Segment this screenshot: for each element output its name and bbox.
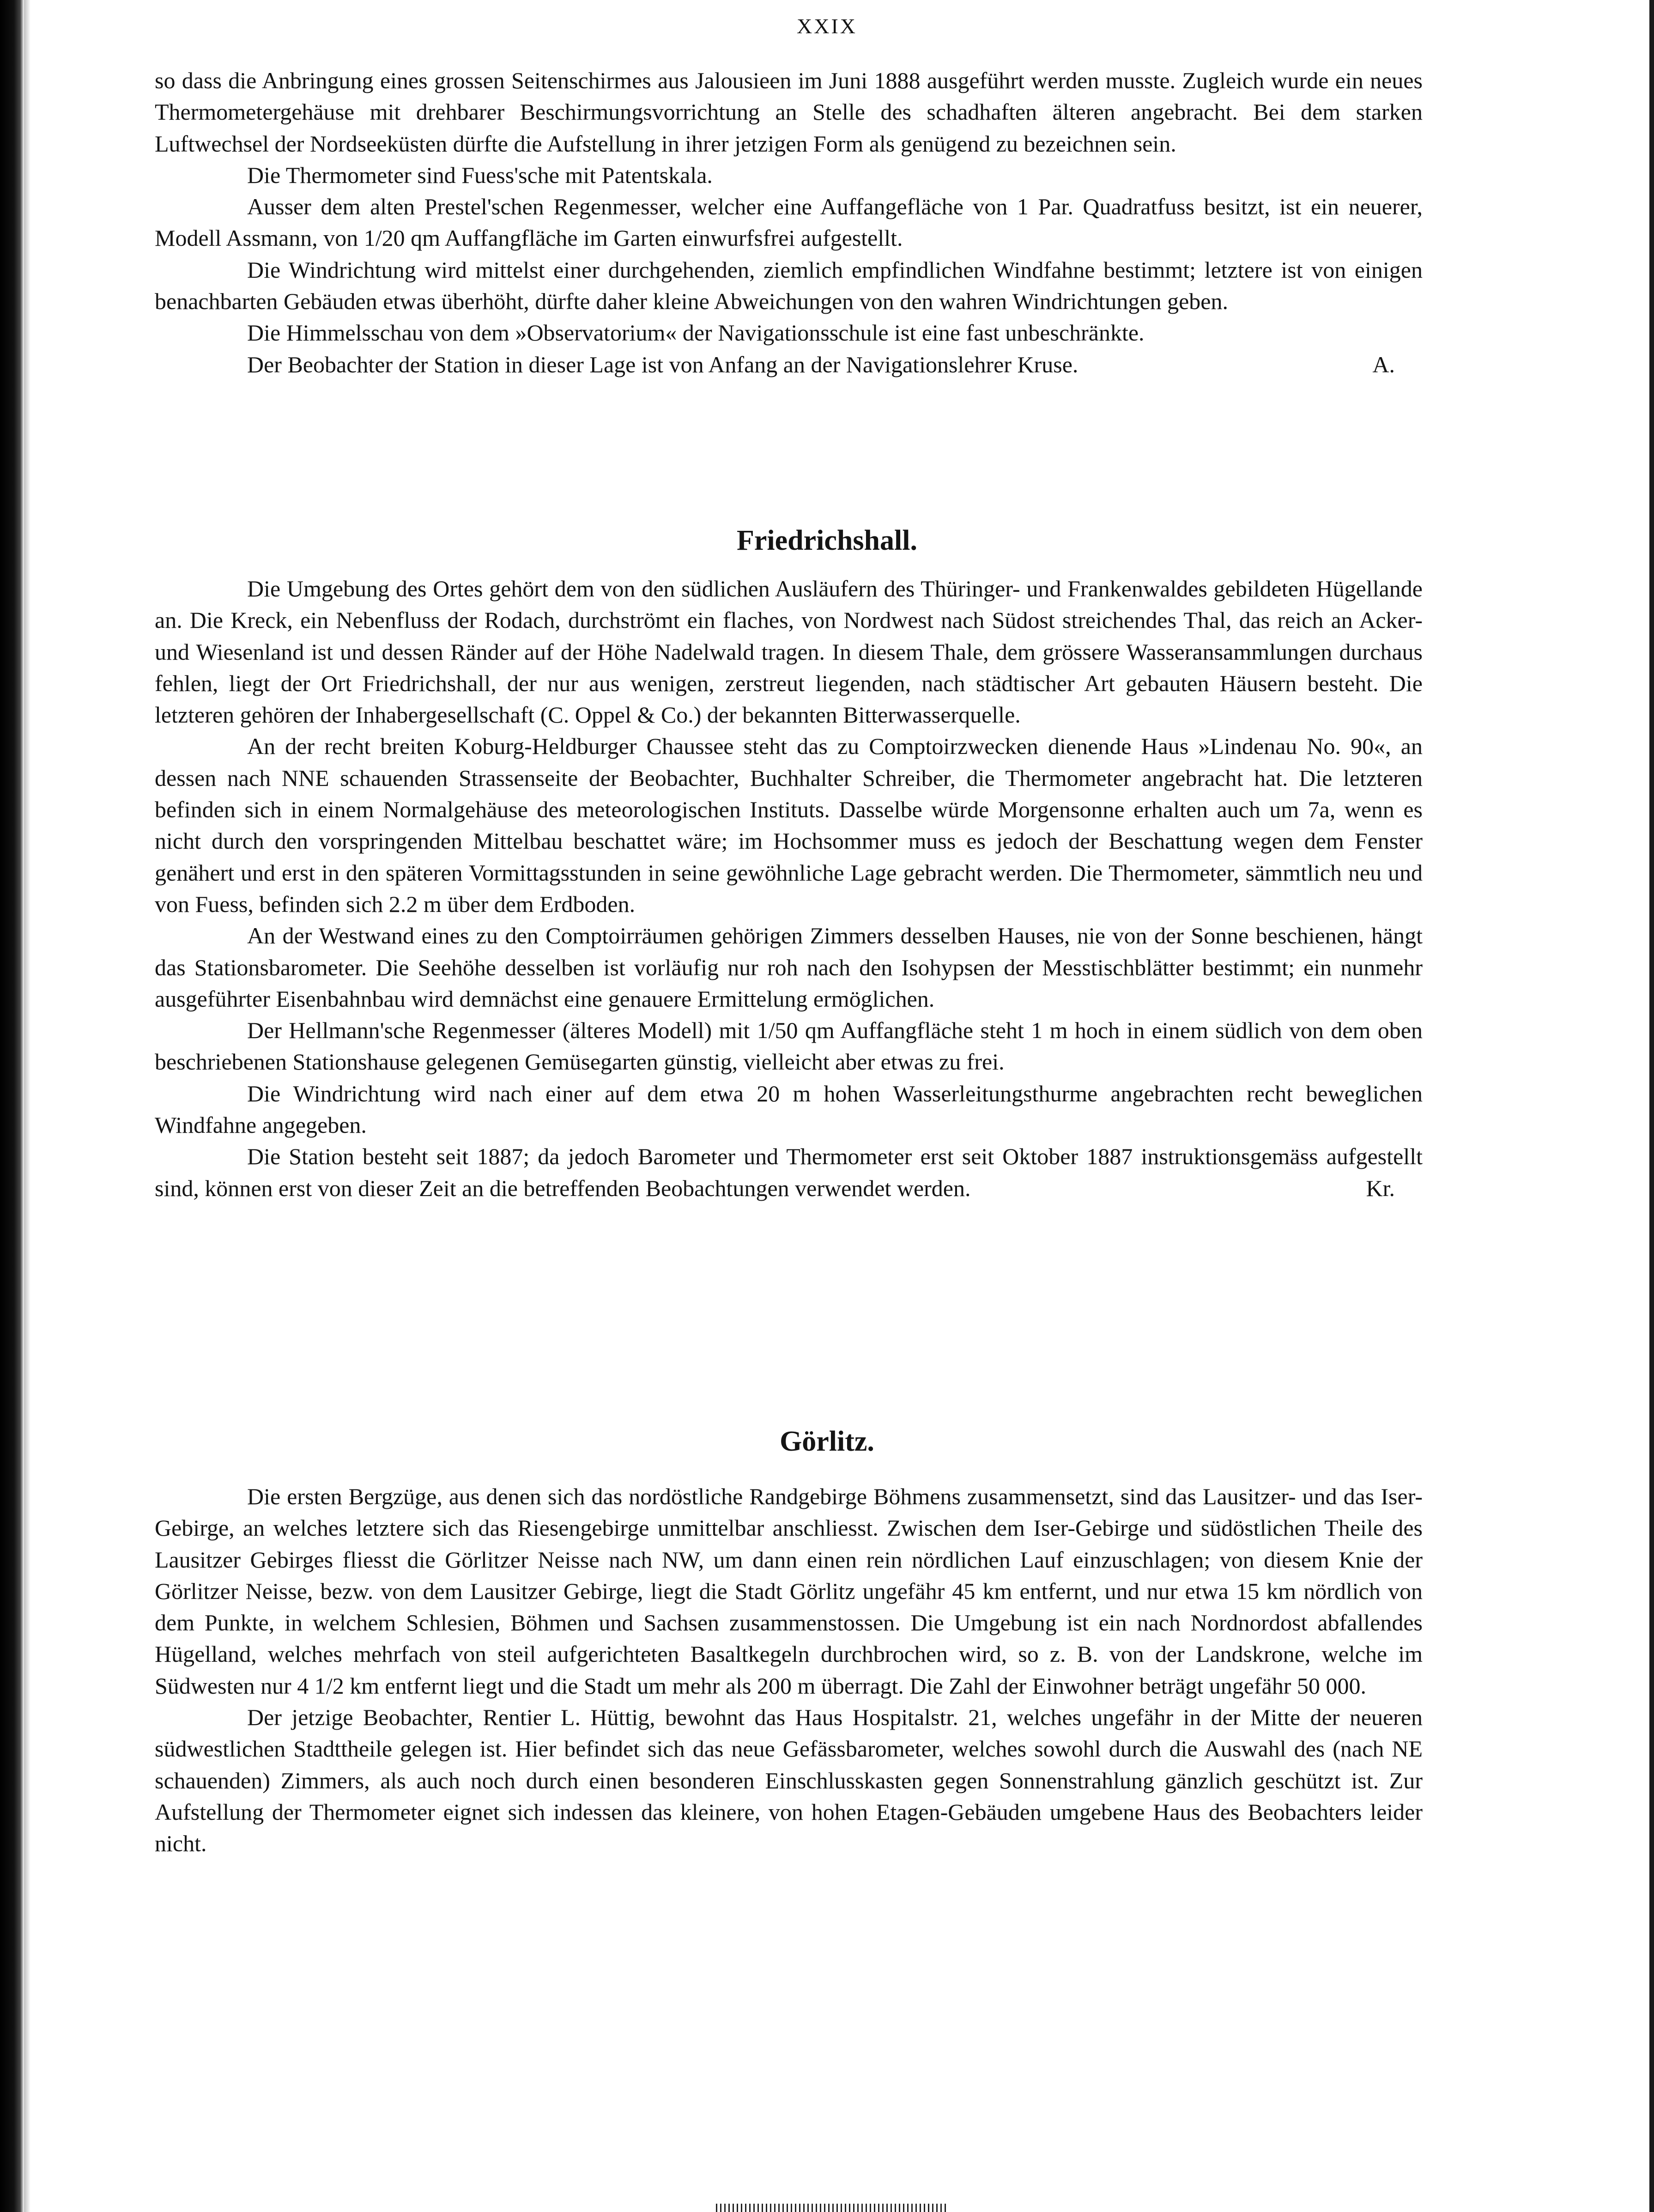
friedrichshall-section (155, 573, 1423, 1204)
goerlitz-paragraph-1: Die ersten Bergzüge, aus denen sich das nordöstliche Randgebirge Böhmens zusammensetzt, sind das Lausitzer- und das Iser-Gebirge, an welches letztere sich das Riesengebirge unmittelbar anschliesst. Zwischen dem Iser-Gebirge und südöstlichen Theile des Lausitzer Gebirges fliesst die Görlitzer Neisse nach NW, um dann einen rein nördlichen Lauf einzuschlagen; von diesem Knie der Görlitzer Neisse, bezw. von dem Lausitzer Gebirge, liegt die Stadt Görlitz ungefähr 45 km entfernt, und nur etwa 15 km nördlich von dem Punkte, in welchem Schlesien, Böhmen und Sachsen zusammenstossen. Die Umgebung ist ein nach Nordnordost abfallendes Hügelland, welches mehrfach von steil aufgerichteten Basaltkegeln durchbrochen wird, so z. B. von der Landskrone, welche im Südwesten nur 4 1/2 km entfernt liegt und die Stadt um mehr als 200 m überragt. Die Zahl der Einwohner beträgt ungefähr 50 000. (155, 1483, 1423, 1699)
intro-paragraph-6 (155, 349, 1423, 380)
friedrichshall-paragraph-3: An der Westwand eines zu den Comptoirräumen gehörigen Zimmers desselben Hauses, nie von der Sonne beschienen, hängt das Stationsbarometer. Die Seehöhe desselben ist vorläufig nur roh nach den Isohypsen der Messtischblätter bestimmt; ein nunmehr ausgeführter Eisenbahnbau wird demnächst eine genauere Ermittelung ermöglichen. (155, 923, 1423, 1012)
scan-artifact-line (716, 2204, 947, 2212)
intro-paragraph-6-text: Der Beobachter der Station in dieser Lage ist von Anfang an der Navigationslehrer Kruse. (247, 351, 1078, 377)
goerlitz-paragraph-2: Der jetzige Beobachter, Rentier L. Hüttig, bewohnt das Haus Hospitalstr. 21, welches ungefähr in der Mitte der neueren südwestlichen Stadttheile gelegen ist. Hier befindet sich das neue Gefässbarometer, welches sowohl durch die Auswahl des (nach NE schauenden) Zimmers, als auch noch durch einen besonderen Einschlusskasten gegen Sonnenstrahlung gänzlich geschützt ist. Zur Aufstellung der Thermometer eignet sich indessen das kleinere, von hohen Etagen-Gebäuden umgebene Haus des Beobachters leider nicht. (155, 1704, 1423, 1857)
goerlitz-section (155, 1481, 1423, 1860)
friedrichshall-paragraph-2: An der recht breiten Koburg-Heldburger Chaussee steht das zu Comptoirzwecken dienende Haus »Lindenau No. 90«, an dessen nach NNE schauenden Strassenseite der Beobachter, Buchhalter Schreiber, die Thermometer angebracht hat. Die letzteren befinden sich in einem Normalgehäuse des meteorologischen Instituts. Dasselbe würde Morgensonne erhalten auch um 7a, wenn es nicht durch den vorspringenden Mittelbau beschattet wäre; im Hochsommer muss es jedoch der Beschattung wegen dem Fenster genähert und erst in den späteren Vormittagsstunden in seine gewöhnliche Lage gebracht werden. Die Thermometer, sämmtlich neu und von Fuess, befinden sich 2.2 m über dem Erdboden. (155, 733, 1423, 917)
friedrichshall-paragraph-4: Der Hellmann'sche Regenmesser (älteres Modell) mit 1/50 qm Auffangfläche steht 1 m hoch in einem südlich von dem oben beschriebenen Stationshause gelegenen Gemüsegarten günstig, vielleicht aber etwas zu frei. (155, 1017, 1423, 1075)
intro-paragraph-1: so dass die Anbringung eines grossen Seitenschirmes aus Jalousieen im Juni 1888 ausgeführt werden musste. Zugleich wurde ein neues Thermometergehäuse mit drehbarer Beschirmungsvorrichtung an Stelle des schadhaften älteren angebracht. Bei dem starken Luftwechsel der Nordseeküsten dürfte die Aufstellung in ihrer jetzigen Form als genügend zu bezeichnen sein. (155, 67, 1423, 157)
friedrichshall-paragraph-6 (155, 1141, 1423, 1204)
friedrichshall-paragraph-1: Die Umgebung des Ortes gehört dem von den südlichen Ausläufern des Thüringer- und Frankenwaldes gebildeten Hügellande an. Die Kreck, ein Nebenfluss der Rodach, durchströmt ein flaches, von Nordwest nach Südost streichendes Thal, das reich an Acker- und Wiesenland ist und dessen Ränder auf der Höhe Nadelwald tragen. In diesem Thale, dem grössere Wasseransammlungen durchaus fehlen, liegt der Ort Friedrichshall, der nur aus wenigen, zerstreut liegenden, nach städtischer Art gebauten Häusern besteht. Die letzteren gehören der Inhabergesellschaft (C. Oppel & Co.) der bekannten Bitterwasserquelle. (155, 576, 1423, 728)
section-title-friedrichshall: Friedrichshall. (737, 525, 917, 556)
section-title-goerlitz: Görlitz. (780, 1426, 874, 1457)
intro-paragraph-2: Die Thermometer sind Fuess'sche mit Patentskala. (247, 162, 713, 188)
book-spine-shadow (0, 0, 24, 2212)
intro-section (155, 65, 1423, 380)
friedrichshall-paragraph-5: Die Windrichtung wird nach einer auf dem etwa 20 m hohen Wasserleitungsthurme angebrachten recht beweglichen Windfahne angegeben. (155, 1080, 1423, 1138)
author-signature: A. (1372, 351, 1395, 377)
page-number: XXIX (797, 14, 857, 38)
author-signature: Kr. (1366, 1175, 1395, 1201)
gutter-shadow (24, 0, 30, 2212)
intro-paragraph-3: Ausser dem alten Prestel'schen Regenmesser, welcher eine Auffangefläche von 1 Par. Quadratfuss besitzt, ist ein neuerer, Modell Assmann, von 1/20 qm Auffangfläche im Garten einwurfsfrei aufgestellt. (155, 194, 1423, 251)
page-edge (1649, 0, 1654, 2212)
friedrichshall-paragraph-6-text: Die Station besteht seit 1887; da jedoch Barometer und Thermometer erst seit Oktober 1887 instruktionsgemäss aufgestellt sind, können erst von dieser Zeit an die betreffenden Beobachtungen verwendet werden. (155, 1143, 1423, 1201)
intro-paragraph-4: Die Windrichtung wird mittelst einer durchgehenden, ziemlich empfindlichen Windfahne bestimmt; letztere ist von einigen benachbarten Gebäuden etwas überhöht, dürfte daher kleine Abweichungen von den wahren Windrichtungen geben. (155, 256, 1423, 315)
intro-paragraph-5: Die Himmelsschau von dem »Observatorium« der Navigationsschule ist eine fast unbeschränkte. (247, 320, 1145, 346)
